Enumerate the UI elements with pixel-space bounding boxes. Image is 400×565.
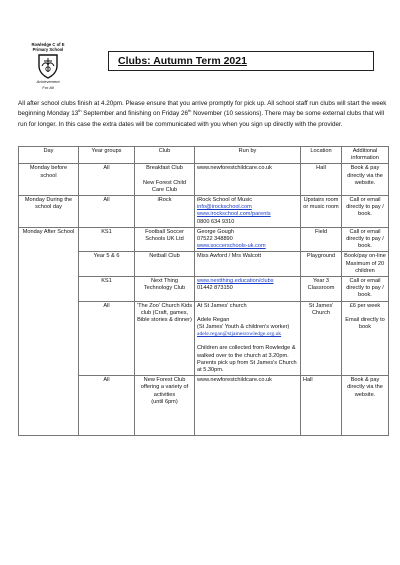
cell-run-by: www.newforestchildcare.co.uk (195, 164, 301, 196)
clubs-table (18, 146, 389, 436)
table-row (19, 227, 389, 252)
cell-location: Hall (301, 376, 342, 436)
page-title: Clubs: Autumn Term 2021 (118, 55, 247, 67)
club-provider: New Forest Child Care Club (143, 179, 186, 193)
runby-role: (St James' Youth & children's worker) (197, 324, 290, 331)
cell-day: Monday During the school day (19, 196, 79, 228)
cell-day: Monday before school (19, 164, 79, 196)
header-run-by: Run by (195, 147, 301, 164)
price: £6 per week (349, 302, 381, 309)
cell-info: Call or email directly to pay / book. (342, 227, 389, 252)
cell-year: KS1 (79, 277, 135, 302)
cell-location: Upstairs room or music room (301, 196, 342, 228)
cell-info: Book & pay directly via the website. (342, 376, 389, 436)
cell-club (135, 376, 195, 436)
email-link[interactable]: adele.regan@stjamesrowledge.org.uk (197, 331, 282, 338)
website-link[interactable]: www.soccerschools-uk.com (197, 243, 266, 250)
logo-motto-line-1: Achievement (36, 79, 60, 84)
cell-day: Monday After School (19, 227, 79, 435)
intro-text-part-1: All after school clubs finish at 4.20pm. Please ensure that you arrive promptly for pick up. All school staff run clubs will start the week beginning Monday 13 (18, 100, 387, 118)
cell-location: Year 3 Classroom (301, 277, 342, 302)
runby-name: Adele Regan (197, 316, 230, 323)
cell-info (342, 301, 389, 376)
cell-club: 'The Zoo' Church Kids club (Craft, games, Bible stories & dinner) (135, 301, 195, 376)
logo-school-name-line-1: Rowledge C of E (31, 42, 65, 47)
intro-superscript-1: th (78, 108, 82, 114)
cell-club (135, 164, 195, 196)
cell-info: Call or email directly to pay / book. (342, 196, 389, 228)
cell-year: All (79, 376, 135, 436)
intro-paragraph (18, 99, 388, 130)
cell-info: Book & pay directly via the website. (342, 164, 389, 196)
cell-year: All (79, 301, 135, 376)
phone-number: 0800 634 9310 (197, 218, 235, 225)
runby-name: George Gough (197, 228, 235, 235)
cell-run-by (195, 277, 301, 302)
intro-text-part-2: September and finishing on Friday 26 (81, 110, 188, 118)
cell-run-by: www.newforestchildcare.co.uk (195, 376, 301, 436)
cell-run-by: Miss Awford / Mrs Walcott (195, 252, 301, 277)
school-crest-icon (37, 53, 59, 79)
header-day: Day (19, 147, 79, 164)
cell-year: KS1 (79, 227, 135, 252)
club-name: New Forest Club offering a variety of activities (140, 377, 189, 398)
runby-name: iRock School of Music (197, 197, 253, 204)
intro-superscript-2: th (187, 108, 192, 114)
cell-club: Next Thing Technology Club (135, 277, 195, 302)
cell-info: Call or email directly to pay / book. (342, 277, 389, 302)
logo-motto-line-2: For All (42, 84, 54, 90)
website-link[interactable]: www.irockschool.com/parents (197, 211, 271, 218)
header-year-groups: Year groups (79, 147, 135, 164)
cell-run-by (195, 301, 301, 376)
table-row (19, 196, 389, 228)
phone-number: 07522 348890 (197, 236, 233, 243)
website-link[interactable]: www.nextthing.education/clubs (197, 278, 274, 285)
cell-run-by (195, 196, 301, 228)
cell-run-by (195, 227, 301, 252)
cell-club: Football Soccer Schools UK Ltd (135, 227, 195, 252)
header-club: Club (135, 147, 195, 164)
club-name: Breakfast Club (146, 165, 183, 172)
header-location: Location (301, 147, 342, 164)
school-logo (26, 42, 70, 94)
header-additional-information: Additional information (342, 147, 389, 164)
runby-venue: At St James' church (197, 302, 247, 309)
cell-location: Playground (301, 252, 342, 277)
page-title-box (108, 51, 374, 71)
cell-location: Hall (301, 164, 342, 196)
phone-number: 01442 873150 (197, 285, 233, 292)
email-link[interactable]: info@irockschool.com (197, 204, 252, 211)
cell-club: Netball Club (135, 252, 195, 277)
booking-note: Email directly to book (345, 316, 385, 331)
logo-school-name-line-2: Primary School (32, 47, 64, 52)
cell-location: Field (301, 227, 342, 252)
cell-location: St James' Church (301, 301, 342, 376)
cell-club: iRock (135, 196, 195, 228)
table-row (19, 164, 389, 196)
cell-year: All (79, 164, 135, 196)
intro-text-part-3: November (10 sessions). There may be some external clubs that will run for longer. In this case the extra dates will be communicated with you when you sign up directly with the provider. (18, 110, 385, 128)
table-header-row (19, 147, 389, 164)
cell-year: All (79, 196, 135, 228)
cell-year: Year 5 & 6 (79, 252, 135, 277)
cell-info: Book/pay on-line Maximum of 20 children (342, 252, 389, 277)
runby-note: Children are collected from Rowledge & walked over to the church at 3.20pm. Parents pick up from St James's Church at 5.30pm. (197, 345, 297, 374)
club-hours: (until 6pm) (151, 398, 178, 405)
